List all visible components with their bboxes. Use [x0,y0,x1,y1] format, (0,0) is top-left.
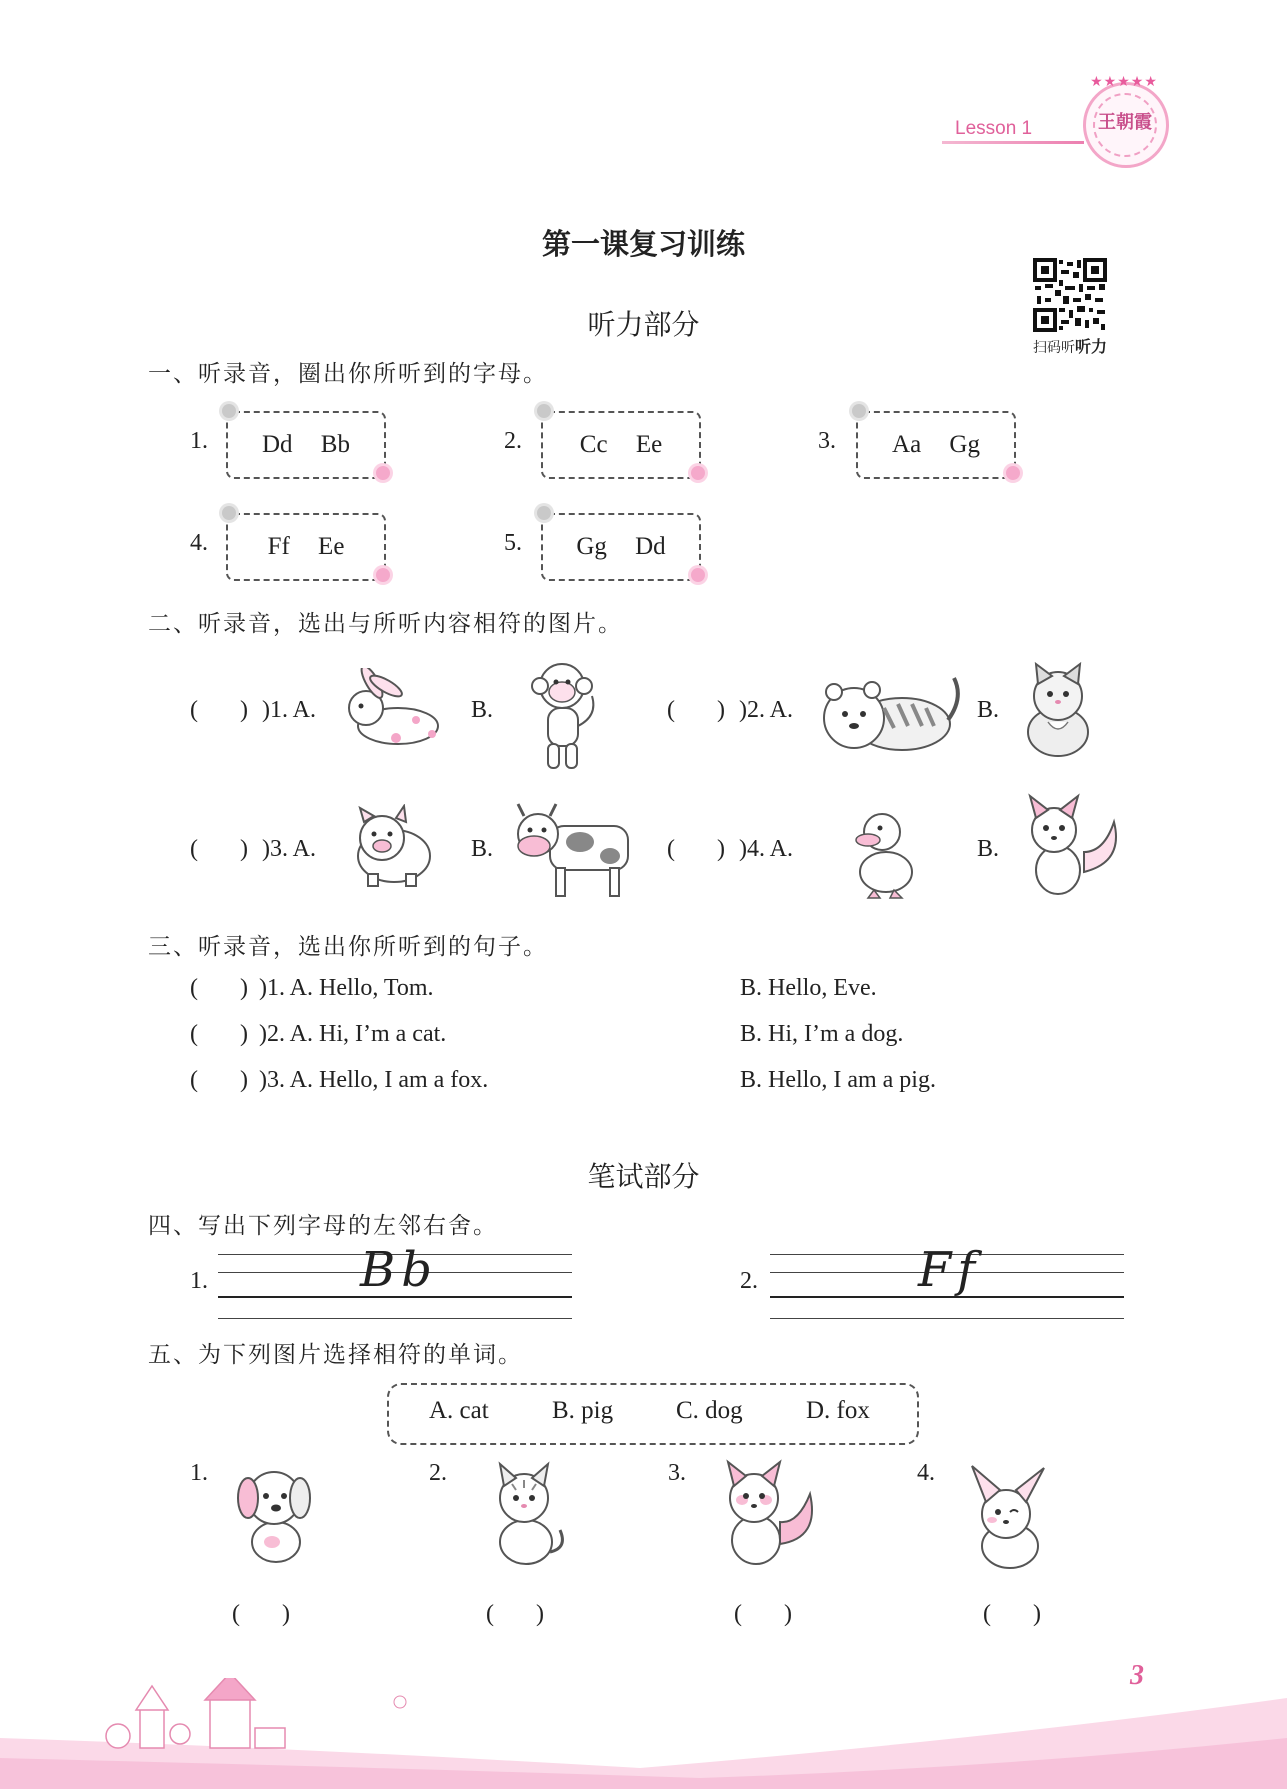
monkey-picture[interactable] [522,656,608,774]
writing-part-title: 笔试部分 [587,1160,700,1193]
s4-item-2-lines[interactable] [770,1242,1124,1320]
flower-pink-icon [376,466,390,480]
badge-stars: ★★★★★ [1090,74,1158,90]
duck-picture[interactable] [850,806,920,902]
qr-label [1020,334,1120,357]
s4-item-1-lines[interactable] [218,1242,572,1320]
s1-item-1-num: 1. [190,428,208,454]
rabbit-picture[interactable] [336,668,454,758]
badge-text: 王朝霞 [1098,112,1152,133]
word-option-d: D. fox [806,1397,870,1424]
s2-item-3-b: B. [471,836,494,862]
section-4-title: 四、写出下列字母的左邻右舍。 [148,1213,498,1239]
s3-item-1-a[interactable]: )1. A. Hello, Tom. [259,975,434,1001]
flower-gray-icon [537,506,551,520]
lesson-underline [942,141,1084,144]
s1-item-2-box[interactable] [541,411,701,479]
s3-item-2-a[interactable]: )2. A. Hi, I’m a cat. [259,1021,447,1047]
s3-item-2-b[interactable]: B. Hi, I’m a dog. [740,1021,904,1047]
s3-item-1-b[interactable]: B. Hello, Eve. [740,975,877,1001]
word-option-c: C. dog [676,1397,743,1424]
s1-item-5-box[interactable] [541,513,701,581]
listening-part-title: 听力部分 [587,308,700,341]
s3-item-3-b[interactable]: B. Hello, I am a pig. [740,1067,936,1093]
s3-item-1-bracket[interactable]: ( ) [190,975,248,1001]
flower-pink-icon [1006,466,1020,480]
page-number: 3 [1130,1660,1144,1691]
flower-pink-icon [691,568,705,582]
lesson-label: Lesson 1 [955,118,1033,139]
s1-item-2-letters: Cc Ee [579,431,663,458]
dog-picture[interactable] [228,1458,318,1568]
fox-picture-3[interactable] [958,1460,1058,1574]
s5-item-4-num: 4. [917,1460,935,1486]
s1-item-4-letters: Ff Ee [267,533,345,560]
flower-gray-icon [222,506,236,520]
flower-pink-icon [376,568,390,582]
section-1-title: 一、听录音，圈出你所听到的字母。 [148,361,548,387]
cat-picture-2[interactable] [482,1458,568,1570]
cat-picture[interactable] [1012,660,1102,760]
s2-item-4-b: B. [977,836,1000,862]
pig-picture[interactable] [344,804,438,890]
tiger-picture[interactable] [814,668,962,760]
fox-picture-2[interactable] [710,1458,820,1570]
s5-item-1-answer[interactable]: ( ) [232,1601,290,1627]
s1-item-3-letters: Aa Gg [892,431,980,458]
s5-item-3-answer[interactable]: ( ) [734,1601,792,1627]
s3-item-3-a[interactable]: )3. A. Hello, I am a fox. [259,1067,489,1093]
s5-item-1-num: 1. [190,1460,208,1486]
s5-item-2-answer[interactable]: ( ) [486,1601,544,1627]
flower-gray-icon [852,404,866,418]
s1-item-3-num: 3. [818,428,836,454]
s5-item-4-answer[interactable]: ( ) [983,1601,1041,1627]
s1-item-3-box[interactable] [856,411,1016,479]
qr-label-small: 扫码听 [1032,340,1075,356]
s2-item-2-b: B. [977,697,1000,723]
s5-item-3-num: 3. [668,1460,686,1486]
s4-item-1-letters: Bb [360,1242,438,1298]
word-option-a: A. cat [429,1397,489,1424]
s2-item-4-label: )4. A. [739,836,793,862]
flower-pink-icon [691,466,705,480]
word-option-b: B. pig [552,1397,614,1424]
s2-item-3-label: )3. A. [262,836,316,862]
s2-item-1-bracket[interactable]: ( ) [190,697,248,723]
s1-item-1-box[interactable] [226,411,386,479]
footer-castle-decoration [0,1678,1287,1789]
s2-item-1-b: B. [471,697,494,723]
cow-picture[interactable] [506,798,636,902]
qr-code-icon[interactable] [1033,258,1107,332]
section-3-title: 三、听录音，选出你所听到的句子。 [148,934,548,960]
s2-item-2-label: )2. A. [739,697,793,723]
section-2-title: 二、听录音，选出与所听内容相符的图片。 [148,611,623,637]
s2-item-1-label: )1. A. [262,697,316,723]
s2-item-3-bracket[interactable]: ( ) [190,836,248,862]
section-5-title: 五、为下列图片选择相符的单词。 [148,1342,523,1368]
flower-gray-icon [537,404,551,418]
page-title: 第一课复习训练 [541,227,745,261]
s4-item-2-letters: Ff [918,1242,982,1298]
s1-item-2-num: 2. [504,428,522,454]
s4-item-1-num: 1. [190,1268,208,1294]
s1-item-4-box[interactable] [226,513,386,581]
flower-gray-icon [222,404,236,418]
s2-item-2-bracket[interactable]: ( ) [667,697,725,723]
s1-item-5-num: 5. [504,530,522,556]
s3-item-2-bracket[interactable]: ( ) [190,1021,248,1047]
qr-label-big: 听力 [1074,337,1107,356]
s1-item-4-num: 4. [190,530,208,556]
s3-item-3-bracket[interactable]: ( ) [190,1067,248,1093]
s1-item-5-letters: Gg Dd [576,533,666,560]
s4-item-2-num: 2. [740,1268,758,1294]
s5-item-2-num: 2. [429,1460,447,1486]
s2-item-4-bracket[interactable]: ( ) [667,836,725,862]
s1-item-1-letters: Dd Bb [262,431,350,458]
fox-picture[interactable] [1014,792,1124,902]
